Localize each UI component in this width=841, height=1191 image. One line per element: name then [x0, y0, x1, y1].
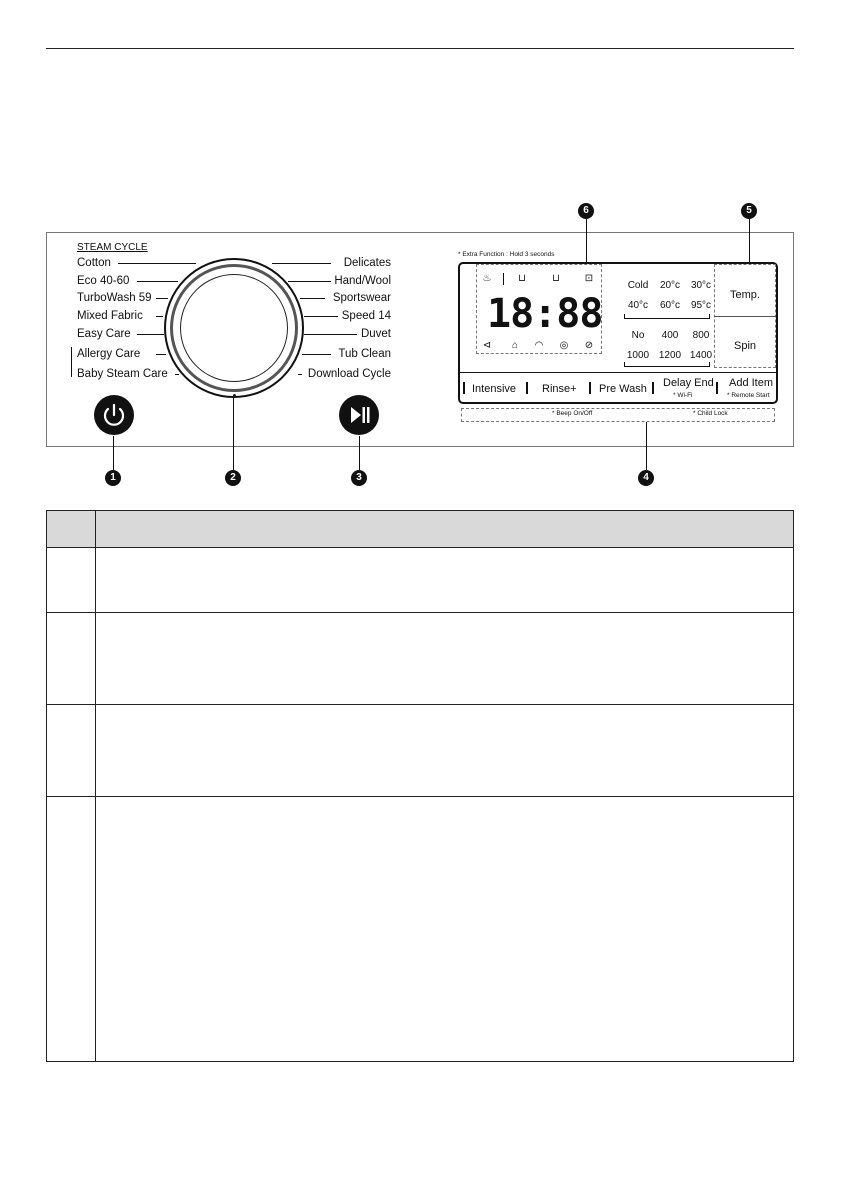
- table-header-description: [96, 511, 794, 548]
- callout-6-leader: [586, 219, 587, 265]
- spin-bracket: [624, 362, 710, 367]
- callout-2: 2: [225, 470, 241, 486]
- cycle-leader: [272, 263, 331, 264]
- cycle-label-speed-14: Speed 14: [341, 310, 391, 322]
- program-dial-knob[interactable]: [180, 274, 288, 382]
- pre-wash-button[interactable]: Pre Wash: [599, 383, 647, 395]
- function-sub-label: * Wi-Fi: [673, 392, 693, 399]
- intensive-button[interactable]: Intensive: [472, 383, 517, 395]
- callout-1-leader: [113, 436, 114, 470]
- spin-option: 400: [661, 330, 679, 341]
- table-row-4-description: [96, 797, 794, 1062]
- temp-option: 30°c: [690, 280, 712, 291]
- cycle-leader: [156, 354, 166, 355]
- cycle-label-eco-40-60: Eco 40-60: [77, 275, 130, 287]
- table-row-1-description: [96, 548, 794, 613]
- cycle-leader: [137, 334, 164, 335]
- table-header-number: [47, 511, 96, 548]
- callout-2-leader: [233, 398, 234, 470]
- temp-option: 20°c: [659, 280, 681, 291]
- cycle-label-turbowash-59: TurboWash 59: [77, 292, 152, 304]
- temp-button[interactable]: Temp.: [730, 289, 760, 301]
- cycle-label-duvet: Duvet: [360, 328, 391, 340]
- table-row-1-number: [47, 548, 96, 613]
- cycle-label-easy-care: Easy Care: [77, 328, 131, 340]
- table-row-3-description: [96, 705, 794, 797]
- cycle-label-sportswear: Sportswear: [332, 292, 391, 304]
- remote-start-icon: ◎: [559, 340, 569, 351]
- cycle-leader: [304, 316, 338, 317]
- add-item-icon: ⊘: [584, 340, 594, 351]
- description-table: [46, 510, 794, 1062]
- callout-4-leader: [646, 422, 647, 470]
- function-indicator-led: [652, 382, 654, 394]
- spin-option: 1000: [626, 350, 650, 361]
- spin-option: 800: [692, 330, 710, 341]
- power-button[interactable]: [94, 395, 134, 435]
- cycle-label-hand-wool: Hand/Wool: [334, 275, 391, 287]
- add-item-button[interactable]: Add Item: [729, 377, 774, 389]
- callout-3-leader: [359, 436, 360, 470]
- cycle-leader: [298, 374, 302, 375]
- function-indicator-led: [589, 382, 591, 394]
- child-lock-icon: ⌂: [511, 340, 519, 351]
- cycle-label-tub-clean: Tub Clean: [338, 348, 391, 360]
- cycle-leader: [302, 354, 331, 355]
- cycle-leader: [156, 316, 163, 317]
- function-indicator-led: [716, 382, 718, 394]
- time-display: 18:88: [487, 291, 603, 337]
- cycle-label-allergy-care: Allergy Care: [77, 348, 141, 360]
- spin-option: No: [631, 330, 645, 341]
- cycle-label-cotton: Cotton: [77, 257, 111, 269]
- table-row-2-description: [96, 613, 794, 705]
- start-pause-button[interactable]: [339, 395, 379, 435]
- callout-6: 6: [578, 203, 594, 219]
- spin-button[interactable]: Spin: [733, 340, 757, 352]
- cycle-leader: [156, 298, 168, 299]
- cycle-leader: [300, 298, 325, 299]
- table-row-2-number: [47, 613, 96, 705]
- header-rule: [46, 48, 794, 49]
- display-divider: [503, 273, 504, 285]
- temp-bracket: [624, 314, 710, 319]
- temp-spin-divider: [714, 316, 776, 317]
- program-dial-indicator: [233, 394, 236, 397]
- table-row-4-number: [47, 797, 96, 1062]
- rinse--button[interactable]: Rinse+: [542, 383, 577, 395]
- cycle-label-delicates: Delicates: [343, 257, 391, 269]
- callout-5-leader: [749, 219, 750, 265]
- function-sub-label: * Remote Start: [727, 392, 770, 399]
- delay-end-button[interactable]: Delay End: [663, 377, 714, 389]
- prewash-tub-icon: ⊔: [518, 273, 526, 284]
- steam-cycle-label: STEAM CYCLE: [77, 242, 148, 253]
- callout-4: 4: [638, 470, 654, 486]
- wash-tub-icon: ⊔: [552, 273, 560, 284]
- table-row-3-number: [47, 705, 96, 797]
- cycle-label-download-cycle: Download Cycle: [307, 368, 391, 380]
- mute-icon: ⊲: [482, 340, 492, 351]
- spin-option: 1400: [689, 350, 713, 361]
- callout-1: 1: [105, 470, 121, 486]
- rinse-tub-icon: ⊡: [584, 273, 594, 284]
- extra-function-note: * Extra Function : Hold 3 seconds: [458, 251, 555, 258]
- child-lock-note: * Child Lock: [693, 410, 728, 417]
- cycle-label-mixed-fabric: Mixed Fabric: [77, 310, 143, 322]
- cycle-label-baby-steam-care: Baby Steam Care: [77, 368, 168, 380]
- callout-3: 3: [351, 470, 367, 486]
- cycle-leader: [288, 281, 331, 282]
- temp-option: 95°c: [690, 300, 712, 311]
- cycle-leader: [137, 281, 178, 282]
- cycle-leader: [118, 263, 196, 264]
- beep-note: * Beep On/Off: [552, 410, 593, 417]
- temp-option: Cold: [627, 280, 649, 291]
- function-indicator-led: [526, 382, 528, 394]
- allergy-group-bar: [71, 347, 72, 377]
- cycle-leader: [175, 374, 179, 375]
- play-pause-icon: [339, 395, 379, 435]
- temp-option: 40°c: [627, 300, 649, 311]
- function-row-rule: [458, 372, 778, 373]
- cycle-leader: [304, 334, 357, 335]
- callout-5: 5: [741, 203, 757, 219]
- temp-option: 60°c: [659, 300, 681, 311]
- power-icon: [94, 395, 134, 435]
- function-indicator-led: [463, 382, 465, 394]
- spin-option: 1200: [658, 350, 682, 361]
- steam-icon: ♨: [482, 273, 492, 284]
- wifi-icon: ◠: [534, 340, 544, 351]
